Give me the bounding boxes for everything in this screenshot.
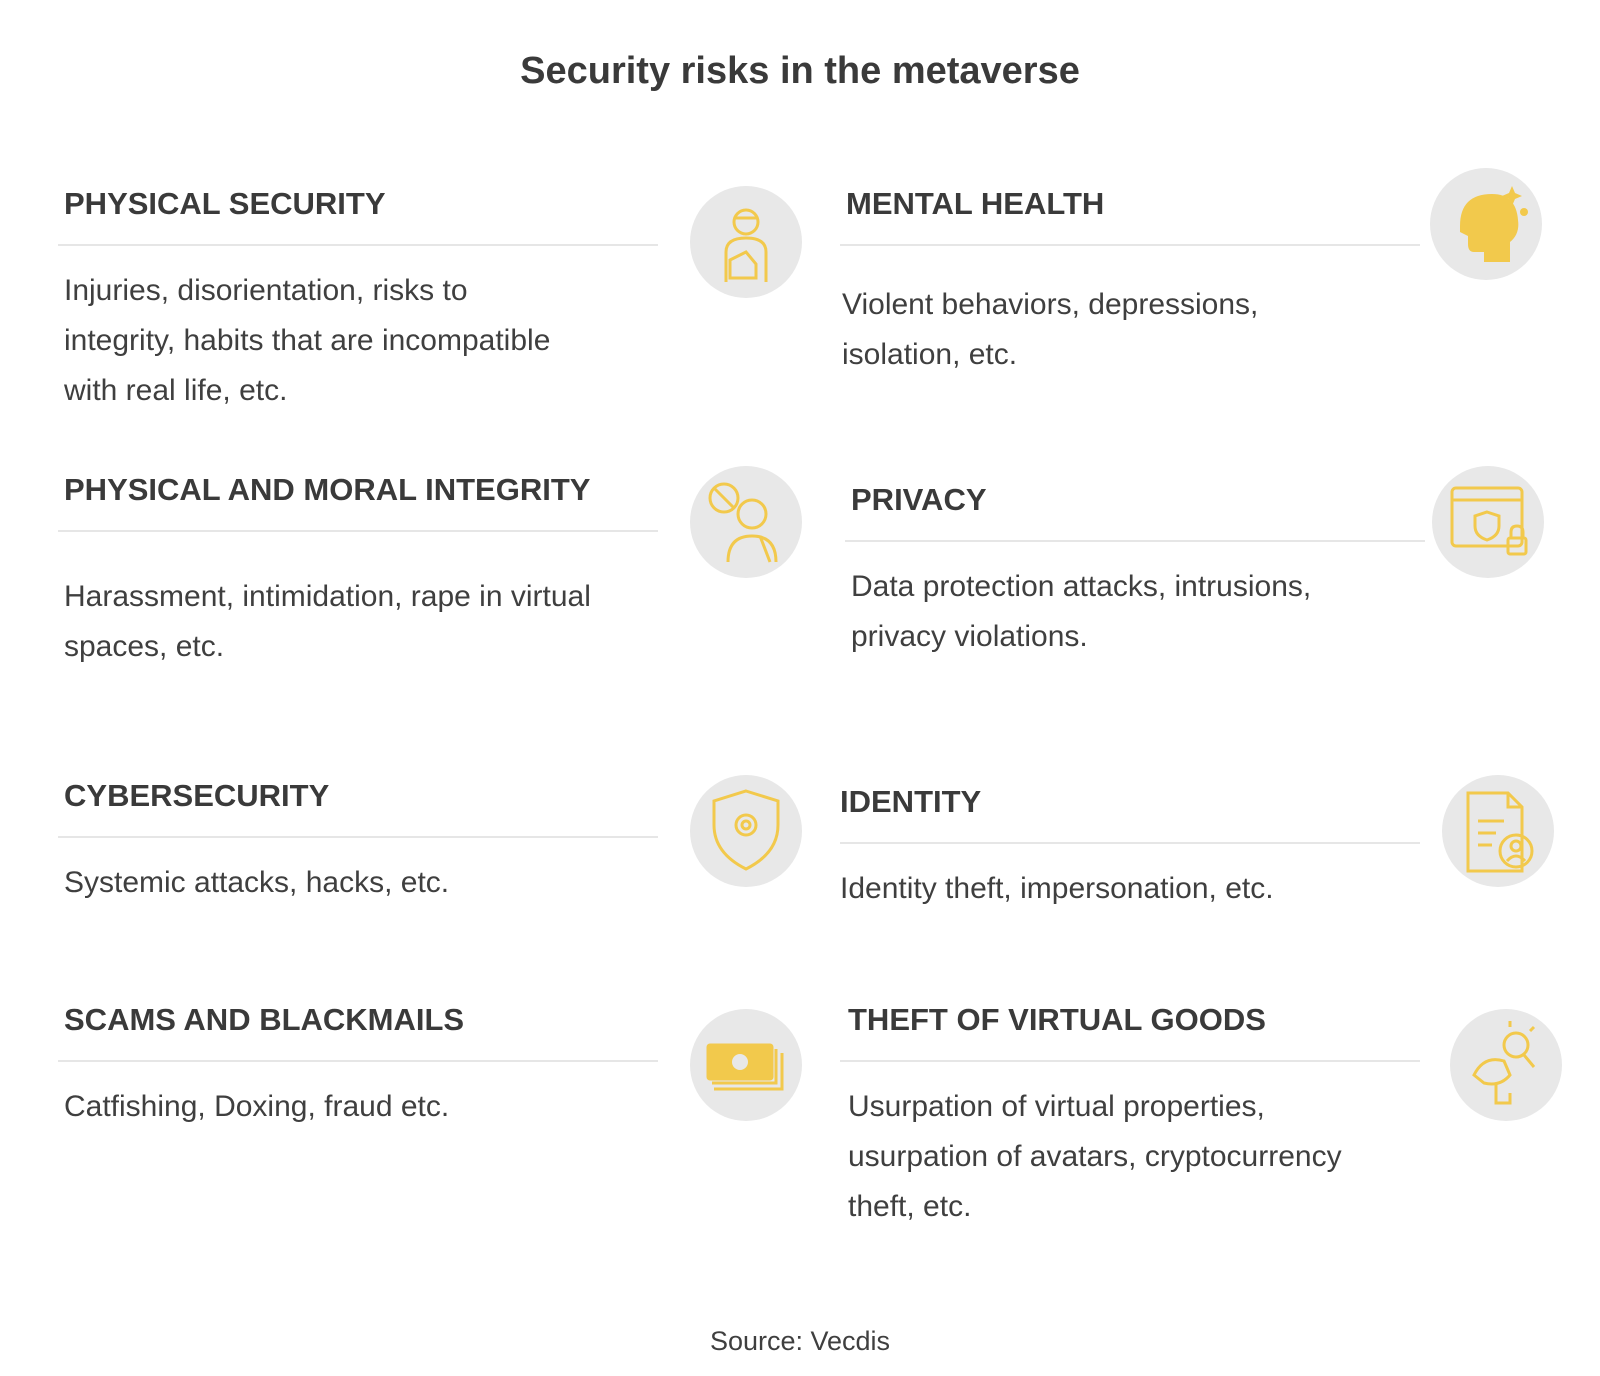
risk-description: Catfishing, Doxing, fraud etc.	[64, 1090, 450, 1123]
identity-document-icon	[1442, 775, 1554, 887]
divider	[58, 1060, 658, 1062]
risk-item-cybersecurity	[58, 778, 658, 908]
risk-heading: PHYSICAL AND MORAL INTEGRITY	[64, 472, 591, 507]
divider	[845, 540, 1425, 542]
risk-description: Violent behaviors, depressions, isolation, etc.	[842, 288, 1259, 371]
risk-item-mental-health	[840, 186, 1420, 380]
risk-item-physical-moral-integrity	[58, 472, 658, 672]
divider	[840, 1060, 1420, 1062]
money-stack-icon	[690, 1009, 802, 1121]
risk-description: Systemic attacks, hacks, etc.	[64, 866, 450, 899]
risk-item-scams-blackmails	[58, 1002, 658, 1132]
divider	[840, 842, 1420, 844]
risk-item-identity	[840, 784, 1420, 914]
divider	[58, 836, 658, 838]
injured-person-icon	[690, 186, 802, 298]
risk-description: Harassment, intimidation, rape in virtual spaces, etc.	[64, 580, 591, 663]
divider	[58, 244, 658, 246]
thief-icon	[1450, 1009, 1562, 1121]
risk-item-physical-security	[58, 186, 658, 416]
risk-heading: IDENTITY	[840, 784, 982, 819]
risk-heading: PRIVACY	[851, 482, 987, 517]
risk-heading: PHYSICAL SECURITY	[64, 186, 386, 221]
risk-description: Data protection attacks, intrusions, privacy violations.	[851, 570, 1312, 653]
risk-description: Injuries, disorientation, risks to integrity, habits that are incompatible with real life, etc.	[64, 274, 551, 407]
divider	[840, 244, 1420, 246]
risk-item-privacy	[845, 482, 1425, 662]
brain-head-icon	[1430, 168, 1542, 280]
divider	[58, 530, 658, 532]
risk-heading: SCAMS AND BLACKMAILS	[64, 1002, 465, 1037]
page-title: Security risks in the metaverse	[520, 50, 1080, 92]
risk-item-theft-virtual-goods	[840, 1002, 1420, 1232]
risk-heading: CYBERSECURITY	[64, 778, 330, 813]
source-note: Source: Vecdis	[709, 1326, 891, 1356]
risk-heading: THEFT OF VIRTUAL GOODS	[848, 1002, 1266, 1037]
harassment-icon	[690, 466, 802, 578]
shield-gear-icon	[690, 775, 802, 887]
risk-description: Identity theft, impersonation, etc.	[840, 872, 1274, 905]
risk-heading: MENTAL HEALTH	[846, 186, 1105, 221]
browser-lock-icon	[1432, 466, 1544, 578]
risk-description: Usurpation of virtual properties, usurpation of avatars, cryptocurrency theft, etc.	[848, 1090, 1342, 1223]
